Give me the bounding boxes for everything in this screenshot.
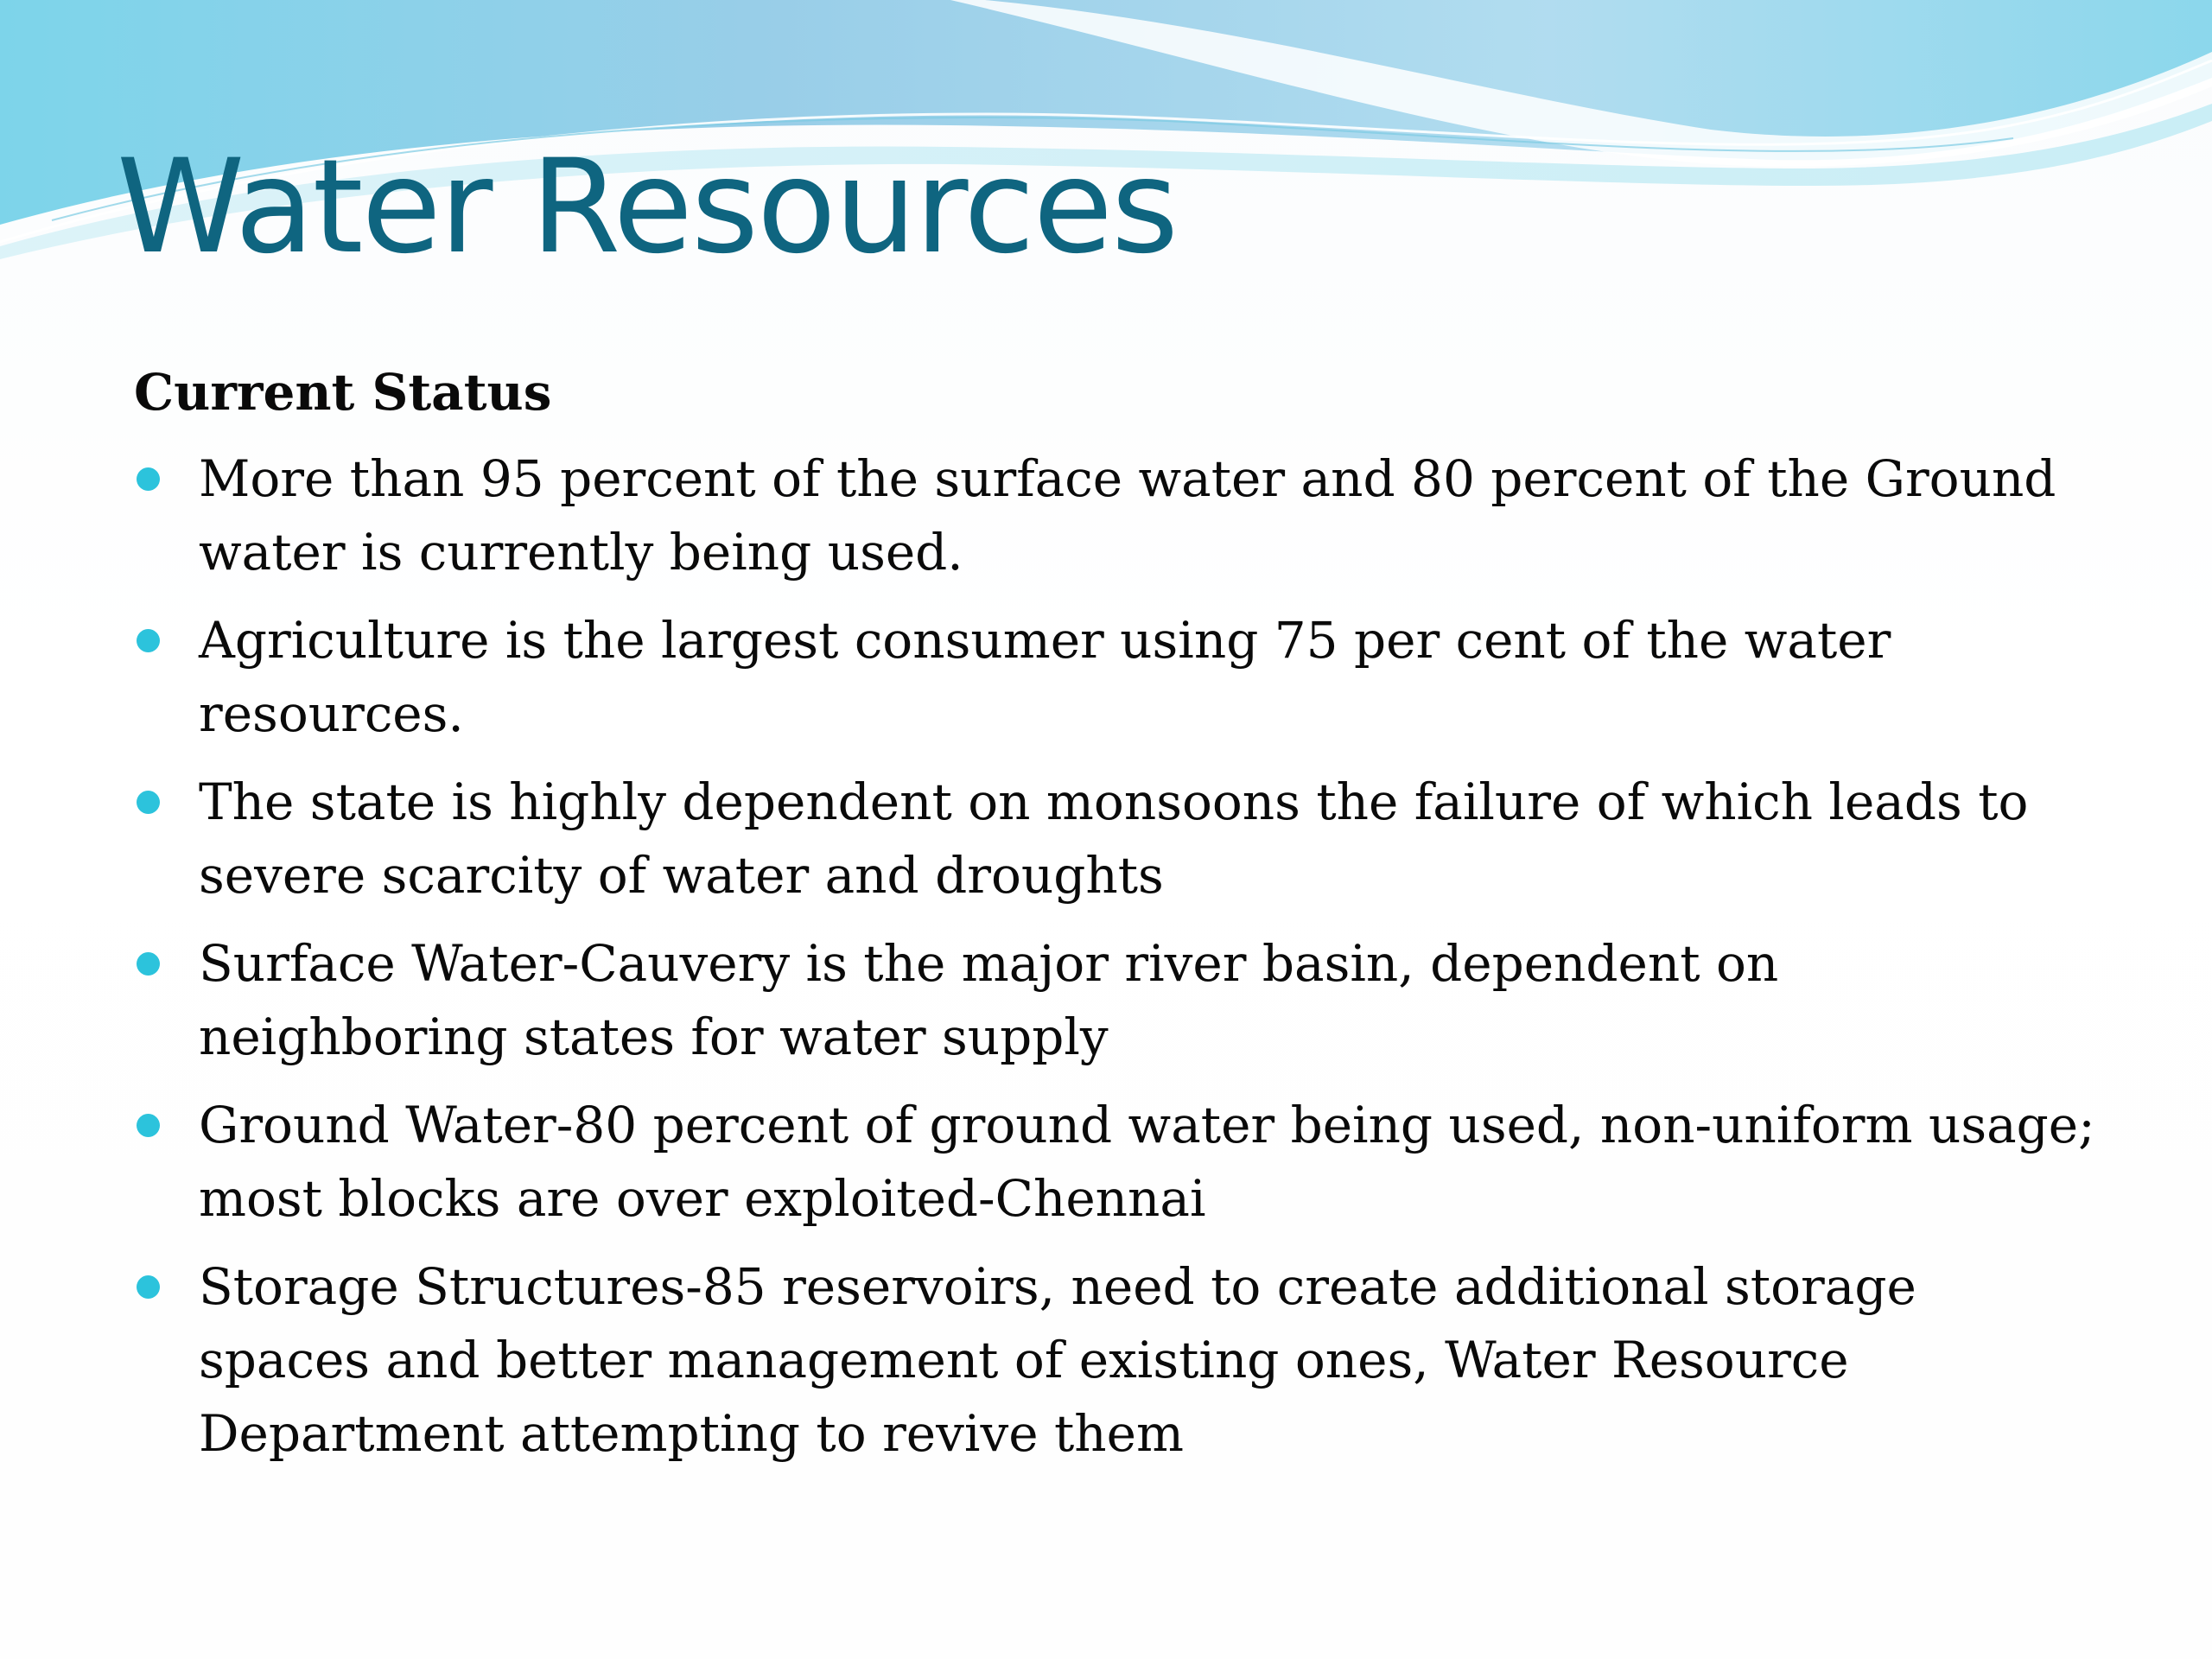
bullet-dot-icon [137,629,160,652]
bullet-dot-icon [137,1275,160,1299]
bullet-item [134,1089,2095,1236]
section-heading: Current Status [134,363,552,422]
bullet-item [134,604,2095,751]
bullet-text: More than 95 percent of the surface water and 80 percent of the Ground water is currently being used. [199,448,2056,582]
bullet-item [134,1250,2095,1471]
bullet-text: Ground Water-80 percent of ground water being used, non-uniform usage; most blocks are over exploited-Chennai [199,1095,2095,1228]
bullet-text: Surface Water-Cauvery is the major river basin, dependent on neighboring states for water supply [199,933,1779,1066]
bullet-list [134,442,2095,1471]
bullet-item [134,766,2095,912]
bullet-item [134,442,2095,589]
bullet-dot-icon [137,952,160,976]
bullet-dot-icon [137,1114,160,1137]
slide-content [134,363,2095,1485]
bullet-item [134,927,2095,1074]
slide-title: Water Resources [117,132,1178,283]
bullet-dot-icon [137,467,160,491]
bullet-dot-icon [137,791,160,814]
bullet-text: Agriculture is the largest consumer using 75 per cent of the water resources. [199,610,1891,743]
bullet-text: Storage Structures-85 reservoirs, need to create additional storage spaces and better management of existing ones, Water Resource Department attempting to revive them [199,1256,1916,1463]
bullet-text: The state is highly dependent on monsoons the failure of which leads to severe scarcity of water and droughts [199,772,2029,905]
